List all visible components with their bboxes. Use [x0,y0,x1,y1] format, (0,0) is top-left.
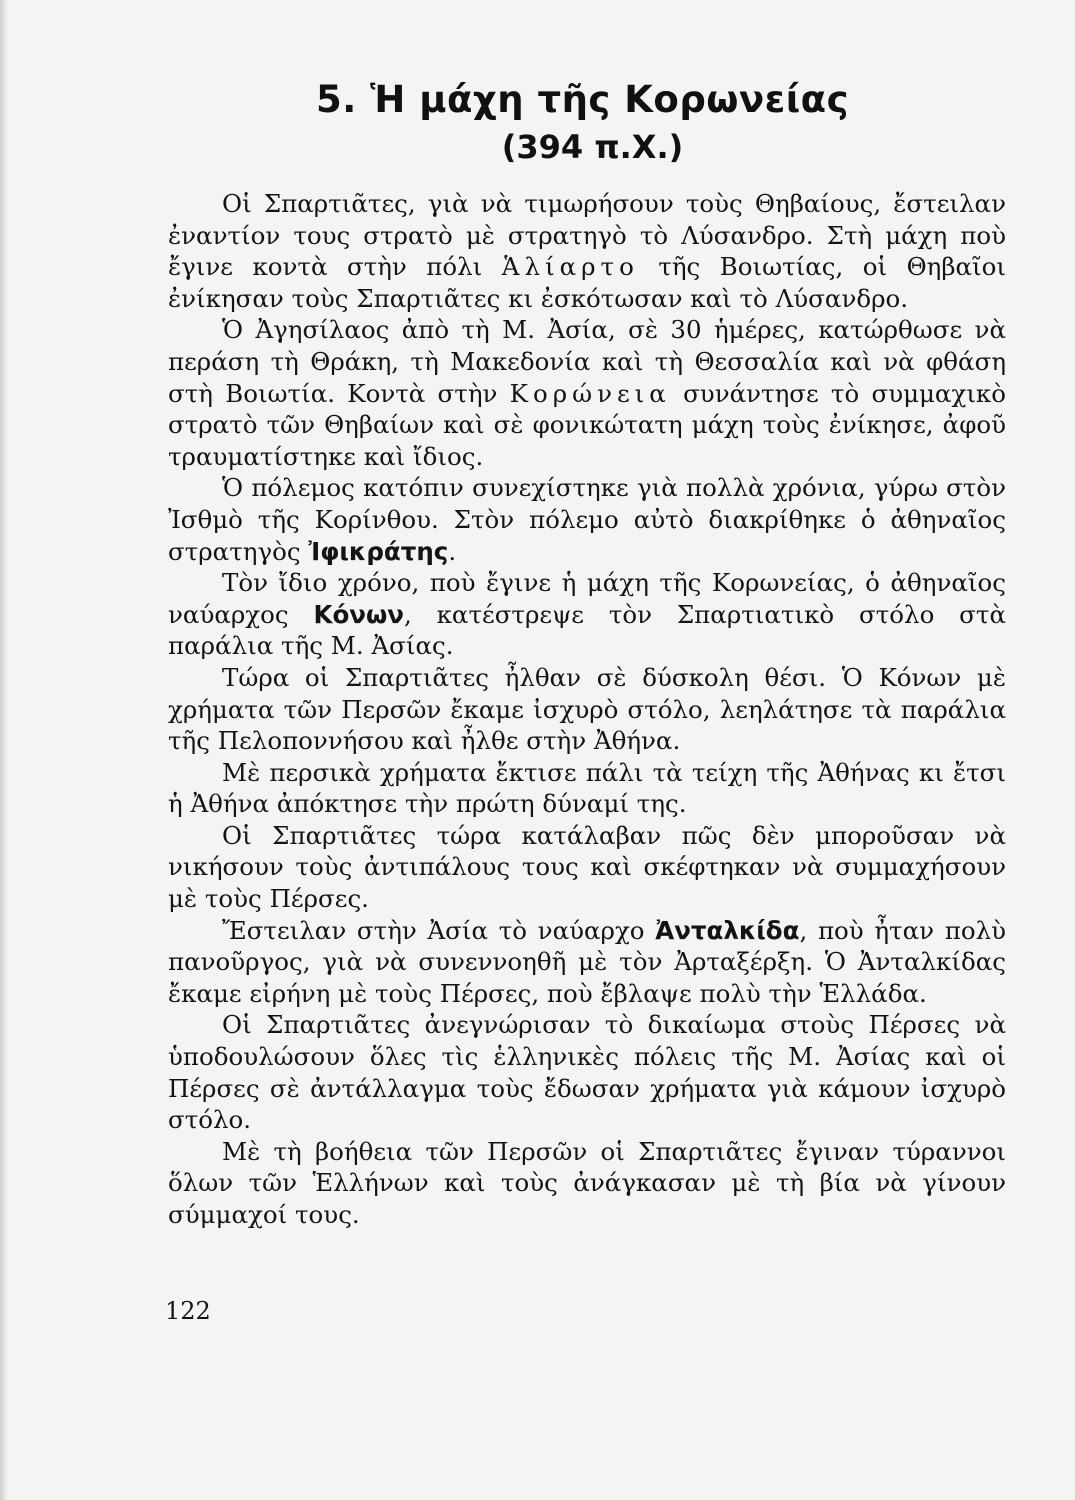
chapter-date: (394 π.Χ.) [501,128,684,166]
name-iphikrates: Ἰφικράτης [308,536,449,566]
paragraph-8: Ἔστειλαν στὴν Ἀσία τὸ ναύαρχο Ἀνταλκίδα, ποὺ ἦταν πολὺ πανοῦργος, γιὰ νὰ συνεννοηθῆ μὲ τὸν Ἀρταξέρξη. Ὁ Ἀνταλκίδας ἔκαμε εἰρήνη μὲ τοὺς Πέρσες, ποὺ ἔβλαψε πολὺ τὴν Ἑλλάδα. [168,915,1006,1008]
paragraph-1: Οἱ Σπαρτιᾶτες, γιὰ νὰ τιμωρήσουν τοὺς Θηβαίους, ἔστειλαν ἐναντίον τους στρατὸ μὲ στρατηγὸ τὸ Λύσανδρο. Στὴ μάχη ποὺ ἔγινε κοντὰ στὴν πόλι Ἁλίαρτο τῆς Βοιωτίας, οἱ Θηβαῖοι ἐνίκησαν τοὺς Σπαρτιᾶτες κι ἐσκότωσαν καὶ τὸ Λύσανδρο. [168,189,1007,313]
paragraph-4: Τὸν ἴδιο χρόνο, ποὺ ἔγινε ἡ μάχη τῆς Κορωνείας, ὁ ἀθηναῖος ναύαρχος Κόνων, κατέστρεψε τὸν Σπαρτιατικὸ στόλο στὰ παράλια τῆς Μ. Ἀσίας. [168,568,1006,661]
name-konon: Κόνων [313,599,404,629]
paragraph-9: Οἱ Σπαρτιᾶτες ἀνεγνώρισαν τὸ δικαίωμα στοὺς Πέρσες νὰ ὑποδουλώσουν ὅλες τὶς ἑλληνικὲς πόλεις τῆς Μ. Ἀσίας καὶ οἱ Πέρσες σὲ ἀντάλλαγμα τοὺς ἔδωσαν χρήματα γιὰ κάμουν ἰσχυρὸ στόλο. [168,1010,1006,1135]
chapter-title: 5. Ἡ μάχη τῆς Κορωνείας [315,78,850,121]
page-number: 122 [165,1297,211,1325]
paragraph-2: Ὁ Ἀγησίλαος ἀπὸ τὴ Μ. Ἀσία, σὲ 30 ἡμέρες, κατώρθωσε νὰ περάση τὴ Θράκη, τὴ Μακεδονία καὶ τὴ Θεσσαλία καὶ νὰ φθάση στὴ Βοιωτία. Κοντὰ στὴν Κορώνεια συνάντησε τὸ συμμαχικὸ στρατὸ τῶν Θηβαίων καὶ σὲ φονικώτατη μάχη τοὺς ἐνίκησε, ἀφοῦ τραυματίστηκε καὶ ἴδιος. [168,315,1006,471]
place-koroneia: Κορώνεια [509,378,671,408]
place-haliartos: Ἁλίαρτο [501,252,639,282]
paragraph-6: Μὲ περσικὰ χρήματα ἔκτισε πάλι τὰ τείχη τῆς Ἀθήνας κι ἔτσι ἡ Ἀθήνα ἀπόκτησε τὴν πρώτη δύναμί της. [168,757,1006,819]
paragraph-10: Μὲ τὴ βοήθεια τῶν Περσῶν οἱ Σπαρτιᾶτες ἔγιναν τύραννοι ὅλων τῶν Ἑλλήνων καὶ τοὺς ἀνάγκασαν μὲ τὴ βία νὰ γίνουν σύμμαχοί τους. [168,1136,1006,1229]
paragraph-5: Τώρα οἱ Σπαρτιᾶτες ἦλθαν σὲ δύσκολη θέσι. Ὁ Κόνων μὲ χρήματα τῶν Περσῶν ἔκαμε ἰσχυρὸ στόλο, λεηλάτησε τὰ παράλια τῆς Πελοποννήσου καὶ ἦλθε στὴν Ἀθήνα. [168,662,1006,756]
name-antalkidas: Ἀνταλκίδα [655,915,800,945]
paragraph-7: Οἱ Σπαρτιᾶτες τώρα κατάλαβαν πῶς δὲν μποροῦσαν νὰ νικήσουν τοὺς ἀντιπάλους τους καὶ σκέφτηκαν νὰ συμμαχήσουν μὲ τοὺς Πέρσες. [168,820,1006,914]
page-spine-shadow [0,0,8,1500]
body-text [168,188,1006,1231]
paragraph-3: Ὁ πόλεμος κατόπιν συνεχίστηκε γιὰ πολλὰ χρόνια, γύρω στὸν Ἰσθμὸ τῆς Κορίνθου. Στὸν πόλεμο αὐτὸ διακρίθηκε ὁ ἀθηναῖος στρατηγὸς Ἰφικράτης. [168,473,1006,566]
